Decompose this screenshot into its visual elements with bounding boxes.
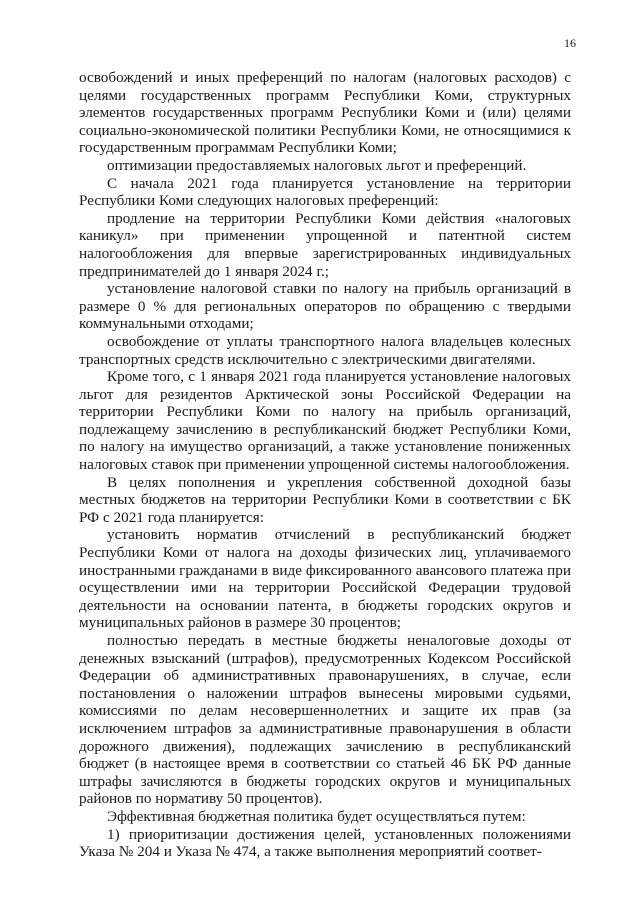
paragraph: Кроме того, с 1 января 2021 года планируется установление налоговых льгот для резидентов Арктической зоны Российской Федерации на территории Республики Коми по налогу на прибыль организаций, подлежащему зачислению в республиканский бюджет Республики Коми, по налогу на имущество организаций, а также установление пониженных налоговых ставок при применении упрощенной системы налогообложения. <box>79 368 571 474</box>
paragraph: Эффективная бюджетная политика будет осуществляться путем: <box>107 807 526 825</box>
paragraph: установление налоговой ставки по налогу на прибыль организаций в размере 0 % для региональных операторов по обращению с твердыми коммунальными отходами; <box>79 280 571 333</box>
paragraph: продление на территории Республики Коми действия «налоговых каникул» при применении упрощенной и патентной систем налогообложения для впервые зарегистрированных индивидуальных предпринимателей до 1 января 2024 г.; <box>79 209 571 280</box>
page-number: 16 <box>564 36 576 50</box>
paragraph: освобождение от уплаты транспортного налога владельцев колесных транспортных средств исключительно с электрическими двигателями. <box>79 332 571 368</box>
paragraph: установить норматив отчислений в республиканский бюджет Республики Коми от налога на доходы физических лиц, уплачиваемого иностранными гражданами в виде фиксированного авансового платежа при осуществлении ими на территории Российской Федерации трудовой деятельности на основании патента, в бюджеты городских округов и муниципальных районов в размере 30 процентов; <box>79 526 571 632</box>
paragraph: С начала 2021 года планируется установление на территории Республики Коми следующих налоговых преференций: <box>79 174 571 210</box>
paragraph: полностью передать в местные бюджеты неналоговые доходы от денежных взысканий (штрафов), предусмотренных Кодексом Российской Федерации об административных правонарушениях, в случае, если постановления о наложении штрафов вынесены мировыми судьями, комиссиями по делам несовершеннолетних и защите их прав (за исключением штрафов за административные правонарушения в области дорожного движения), подлежащих зачислению в республиканский бюджет (в настоящее время в соответствии со статьей 46 БК РФ данные штрафы зачисляются в бюджеты городских округов и муниципальных районов по нормативу 50 процентов). <box>79 632 571 808</box>
paragraph: оптимизации предоставляемых налоговых льгот и преференций. <box>107 156 527 174</box>
document-body <box>79 69 571 861</box>
paragraph: 1) приоритизации достижения целей, установленных положениями Указа № 204 и Указа № 474, а также выполнения мероприятий соответ- <box>79 825 571 861</box>
paragraph: освобождений и иных преференций по налогам (налоговых расходов) с целями государственных программ Республики Коми, структурных элементов государственных программ Республики Коми и (или) целями социально-экономической политики Республики Коми, не относящимися к государственным программам Республики Коми; <box>79 69 571 157</box>
paragraph: В целях пополнения и укрепления собственной доходной базы местных бюджетов на территории Республики Коми в соответствии с БК РФ с 2021 года планируется: <box>79 473 571 526</box>
